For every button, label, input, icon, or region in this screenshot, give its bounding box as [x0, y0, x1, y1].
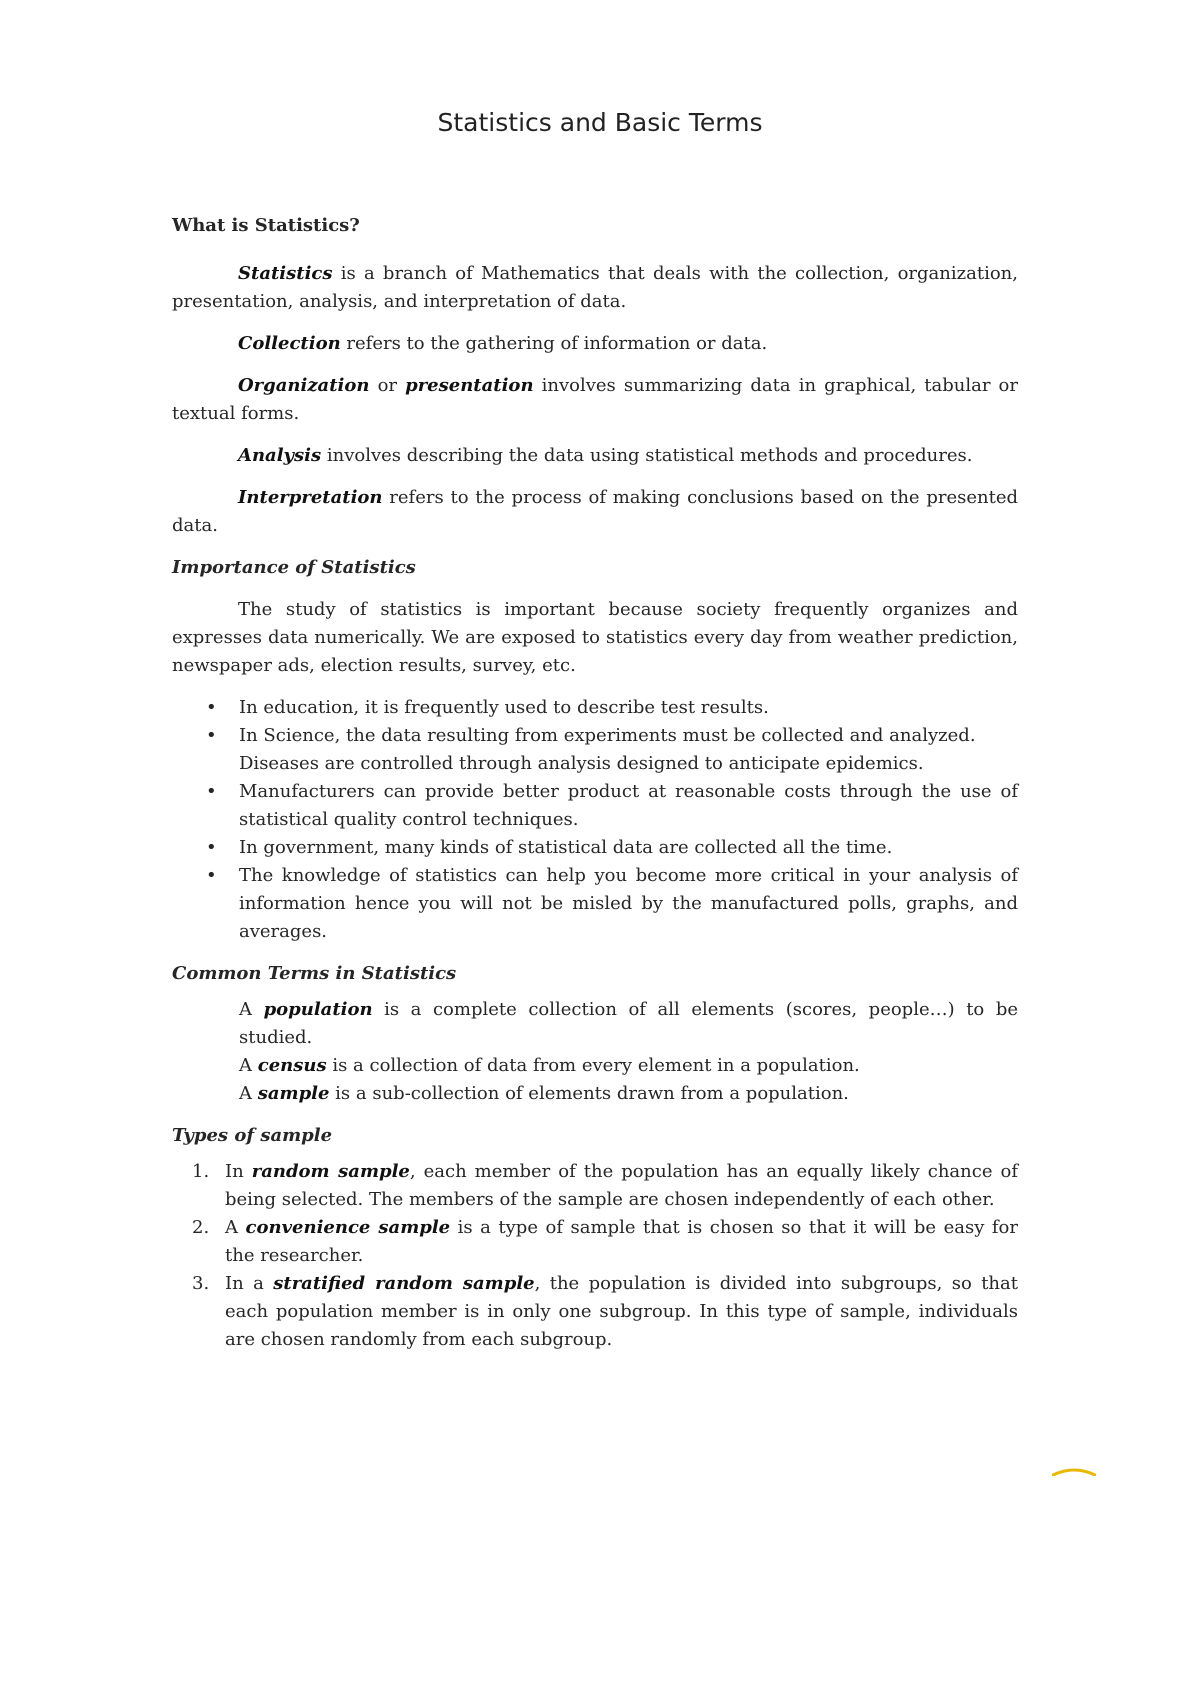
- heading-types-of-sample: Types of sample: [172, 1125, 333, 1146]
- list-item: [172, 778, 1018, 834]
- list-number: 3.: [192, 1273, 210, 1294]
- list-item-text: In Science, the data resulting from experiments must be collected and analyzed.: [239, 725, 976, 746]
- heading-what-is-statistics: What is Statistics?: [172, 215, 360, 236]
- document-body: [172, 212, 1018, 1354]
- analysis-text: involves describing the data using statistical methods and procedures.: [321, 445, 973, 466]
- sample-text: is a sub-collection of elements drawn from a population.: [329, 1083, 849, 1104]
- paragraph-interpretation: [172, 484, 1018, 540]
- list-item: [172, 694, 1018, 722]
- definition-text: is a branch of Mathematics that deals with the collection, organization, presentation, analysis, and interpretation of data.: [172, 263, 1018, 312]
- heading-importance-of-statistics: Importance of Statistics: [172, 557, 416, 578]
- list-item: [172, 1270, 1018, 1354]
- heading-common-terms: Common Terms in Statistics: [172, 963, 457, 984]
- census-text: is a collection of data from every element in a population.: [326, 1055, 860, 1076]
- population-text: is a complete collection of all elements (scores, people…) to be studied.: [239, 999, 1018, 1048]
- list-item: [172, 834, 1018, 862]
- list-item-text: In education, it is frequently used to describe test results.: [239, 697, 769, 718]
- organization-text: involves summarizing data in graphical, tabular or textual forms.: [172, 375, 1018, 424]
- term-convenience-sample: convenience sample: [245, 1217, 451, 1238]
- paragraph-statistics-definition: [172, 260, 1018, 316]
- term-line-sample: [239, 1080, 1018, 1108]
- bullet-glyph: •: [206, 865, 217, 886]
- item-text: , each member of the population has an equally likely chance of being selected. The members of the sample are chosen independently of each other.: [225, 1161, 1018, 1210]
- types-of-sample-list: [172, 1158, 1018, 1354]
- list-item-text: The knowledge of statistics can help you become more critical in your analysis of information hence you will not be misled by the manufactured polls, graphs, and averages.: [239, 865, 1018, 942]
- term-organization: Organization: [238, 375, 370, 396]
- paragraph-organization: [172, 372, 1018, 428]
- common-terms-block: [172, 996, 1018, 1108]
- bullet-glyph: •: [206, 697, 217, 718]
- list-item-text: In government, many kinds of statistical data are collected all the time.: [239, 837, 893, 858]
- item-text: , the population is divided into subgroups, so that each population member is in only one subgroup. In this type of sample, individuals are chosen randomly from each subgroup.: [225, 1273, 1018, 1350]
- item-pre-text: A: [225, 1217, 246, 1238]
- bullet-glyph: •: [206, 781, 217, 802]
- term-interpretation: Interpretation: [238, 487, 383, 508]
- list-subline: Diseases are controlled through analysis designed to anticipate epidemics.: [239, 753, 924, 774]
- term-random-sample: random sample: [251, 1161, 410, 1182]
- paragraph-analysis: [172, 442, 1018, 470]
- item-pre-text: In a: [225, 1273, 274, 1294]
- list-item: [172, 722, 1018, 750]
- interpretation-text: refers to the process of making conclusions based on the presented data.: [172, 487, 1018, 536]
- term-population: population: [263, 999, 373, 1020]
- organization-mid: or: [369, 375, 406, 396]
- list-number: 2.: [192, 1217, 210, 1238]
- article-text: A: [239, 1055, 258, 1076]
- list-item-text: Manufacturers can provide better product at reasonable costs through the use of statistical quality control techniques.: [239, 781, 1018, 830]
- term-line-population: [239, 996, 1018, 1052]
- list-item: [172, 1214, 1018, 1270]
- list-item: [172, 1158, 1018, 1214]
- list-number: 1.: [192, 1161, 210, 1182]
- article-text: A: [239, 1083, 258, 1104]
- term-sample: sample: [257, 1083, 330, 1104]
- bullet-glyph: •: [206, 837, 217, 858]
- term-line-census: [239, 1052, 1018, 1080]
- term-collection: Collection: [238, 333, 341, 354]
- paragraph-importance-intro: The study of statistics is important because society frequently organizes and expresses data numerically. We are exposed to statistics every day from weather prediction, newspaper ads, election results, survey, etc.: [172, 599, 1018, 676]
- yellow-arc-mark: [1052, 1468, 1096, 1476]
- page-title: Statistics and Basic Terms: [437, 108, 763, 137]
- term-stratified-random-sample: stratified random sample: [273, 1273, 535, 1294]
- article-text: A: [239, 999, 264, 1020]
- paragraph-collection: [172, 330, 1018, 358]
- item-pre-text: In: [225, 1161, 252, 1182]
- term-census: census: [257, 1055, 327, 1076]
- item-text: is a type of sample that is chosen so that it will be easy for the researcher.: [225, 1217, 1018, 1266]
- term-statistics: Statistics: [238, 263, 333, 284]
- bullet-glyph: •: [206, 725, 217, 746]
- term-presentation: presentation: [405, 375, 534, 396]
- term-analysis: Analysis: [238, 445, 322, 466]
- importance-bullet-list: [172, 694, 1018, 946]
- collection-text: refers to the gathering of information or data.: [340, 333, 768, 354]
- list-item: [172, 862, 1018, 946]
